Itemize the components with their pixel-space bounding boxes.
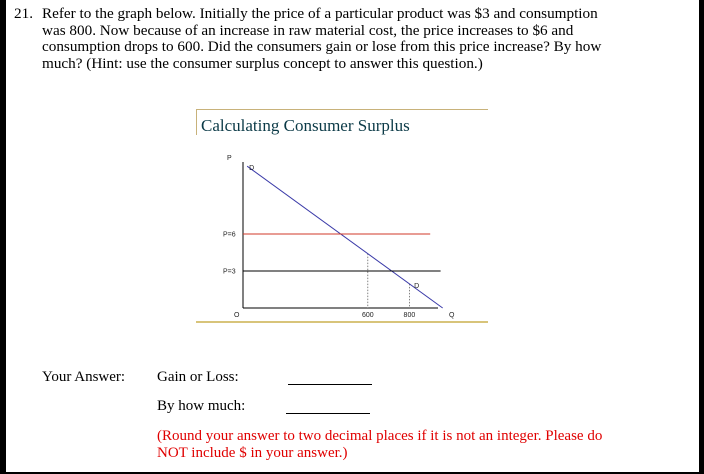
figure-bottom-rule: [196, 321, 488, 323]
question-number: 21.: [14, 5, 33, 22]
consumer-surplus-graph: [196, 140, 456, 325]
window-frame-right: [699, 0, 704, 474]
x-tick-label: 800: [403, 312, 416, 319]
origin-label: O: [234, 312, 240, 319]
demand-label-top: D: [249, 165, 255, 173]
x-axis-label: Q: [449, 312, 455, 319]
gain-or-loss-label: Gain or Loss:: [157, 369, 239, 385]
question-line: was 800. Now because of an increase in raw material cost, the price increases to $6 and: [42, 21, 574, 39]
rounding-note-line: (Round your answer to two decimal places if it is not an integer. Please do: [157, 428, 603, 444]
x-tick-label: 600: [361, 312, 374, 319]
y-tick-label: P=6: [223, 231, 236, 239]
question-line: much? (Hint: use the consumer surplus concept to answer this question.): [42, 54, 483, 72]
by-how-much-input[interactable]: [286, 413, 370, 414]
y-axis-label: P: [227, 155, 232, 162]
y-tick-label: P=3: [223, 268, 236, 276]
gain-or-loss-input[interactable]: [288, 384, 372, 385]
figure-top-rule: [196, 109, 488, 110]
rounding-note: [157, 428, 677, 462]
window-frame-left: [0, 0, 6, 474]
figure-title: Calculating Consumer Surplus: [201, 116, 410, 135]
question-line: Refer to the graph below. Initially the price of a particular product was $3 and consumption: [42, 5, 598, 22]
rounding-note-line: NOT include $ in your answer.): [157, 445, 348, 461]
by-how-much-label: By how much:: [157, 398, 246, 414]
your-answer-label: Your Answer:: [42, 369, 126, 385]
question-line: consumption drops to 600. Did the consumers gain or lose from this price increase? By how: [42, 38, 602, 55]
demand-label-bottom: D: [414, 282, 420, 290]
figure-left-rule: [196, 109, 197, 135]
